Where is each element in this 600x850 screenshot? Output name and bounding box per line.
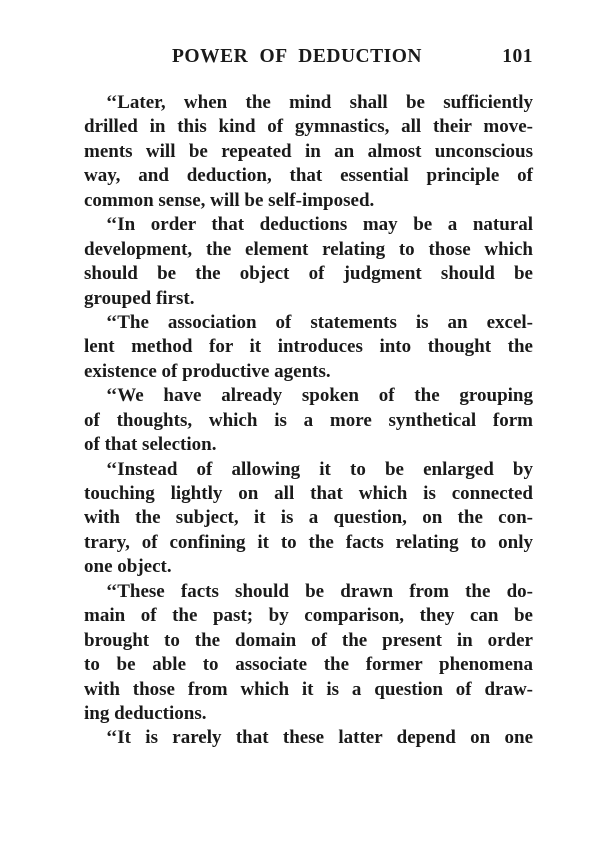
text-line: ‘‘Instead of allowing it to be enlarged by [106,458,533,480]
text-line: one object. [84,556,172,578]
text-line: development, the element relating to those which [84,238,533,260]
paragraph [84,580,533,727]
text-line: ‘‘We have already spoken of the grouping [106,385,533,407]
paragraph [84,213,533,311]
text-line: ‘‘In order that deductions may be a natural [106,214,533,236]
paragraph [84,384,533,457]
text-line: ing deductions. [84,702,207,724]
text-line: should be the object of judgment should be [84,263,533,285]
text-line: drilled in this kind of gymnastics, all their move- [84,116,533,138]
paragraph [84,458,533,580]
page-number: 101 [502,46,533,67]
text-line: ‘‘It is rarely that these latter depend on one [106,727,533,749]
running-title: POWER OF DEDUCTION [172,46,422,67]
text-line: with those from which it is a question of draw- [84,678,533,700]
text-line: trary, of confining it to the facts relating to only [84,531,533,553]
text-line: main of the past; by comparison, they can be [84,605,533,627]
text-line: ‘‘The association of statements is an excel- [106,311,533,333]
body-text [84,91,533,751]
text-line: existence of productive agents. [84,360,331,382]
text-line: of thoughts, which is a more synthetical form [84,409,533,431]
paragraph [84,91,533,213]
text-line: with the subject, it is a question, on the con- [84,507,533,529]
paragraph [84,311,533,384]
text-line: of that selection. [84,434,217,456]
text-line: grouped first. [84,287,195,309]
text-line: lent method for it introduces into thought the [84,336,533,358]
text-line: ‘‘These facts should be drawn from the do- [106,580,533,602]
text-line: ‘‘Later, when the mind shall be sufficiently [106,92,533,113]
running-header [84,46,533,76]
text-line: touching lightly on all that which is connected [84,483,533,504]
text-line: way, and deduction, that essential principle of [84,165,533,187]
text-line: common sense, will be self-imposed. [84,189,375,211]
text-line: to be able to associate the former phenomena [84,654,533,676]
text-line: ments will be repeated in an almost unconscious [84,140,533,162]
paragraph [84,726,533,750]
text-line: brought to the domain of the present in order [84,629,533,651]
